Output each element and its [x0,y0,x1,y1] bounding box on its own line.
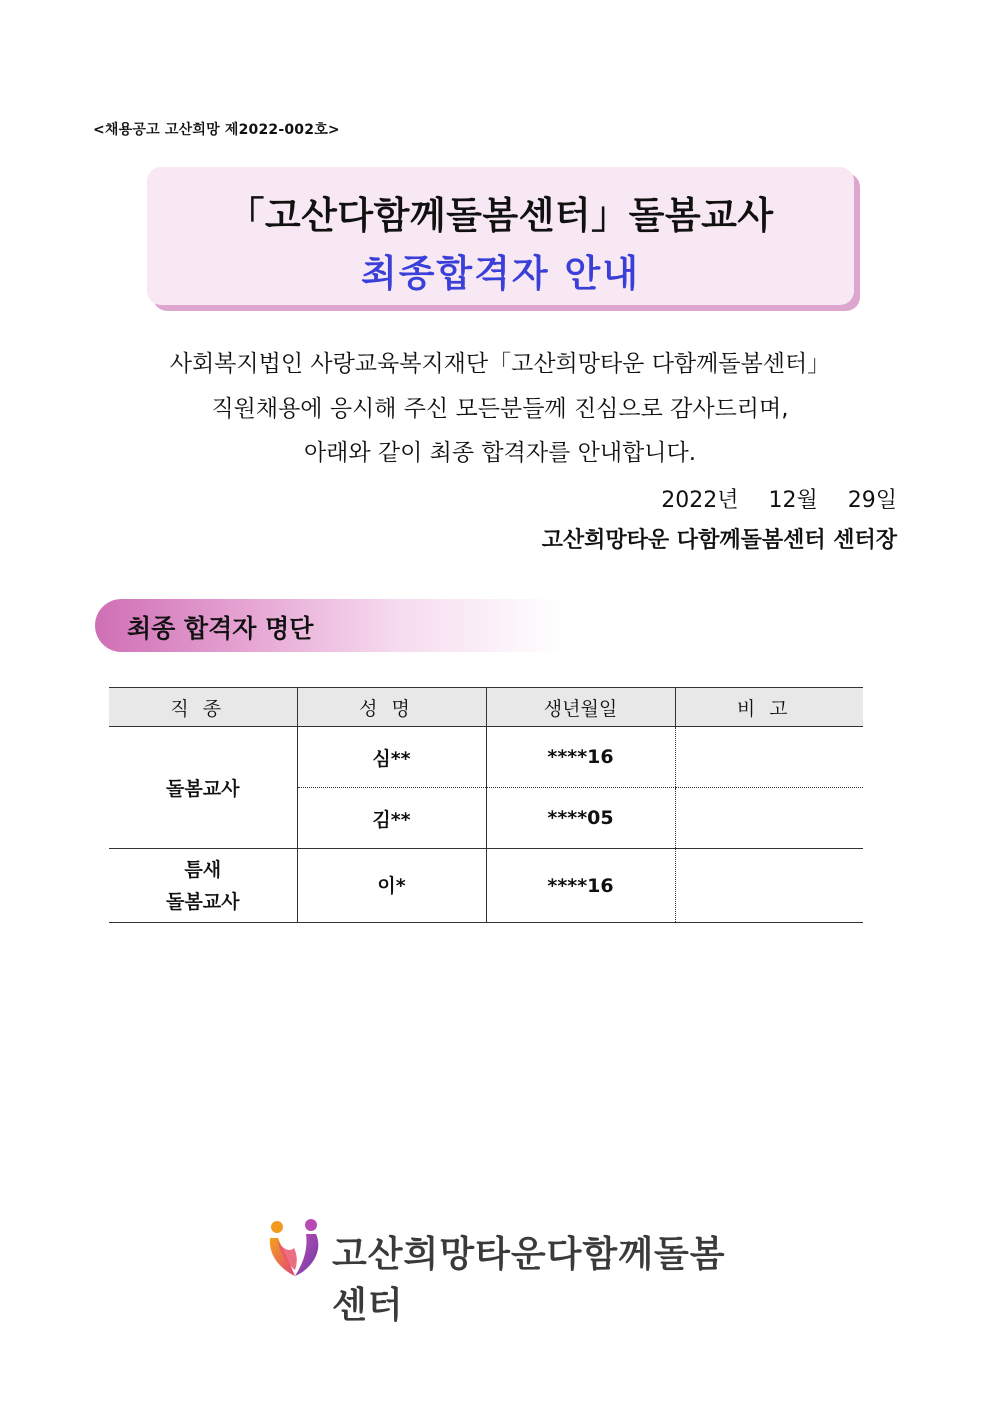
intro-line-3: 아래와 같이 최종 합격자를 안내합니다. [303,440,697,466]
title-box [147,167,854,305]
notice-number: <채용공고 고산희망 제2022-002호> [93,122,340,138]
name-cell: 이* [297,849,486,923]
table-row [109,849,863,923]
intro-line-1: 사회복지법인 사랑교육복지재단「고산희망타운 다함께돌봄센터」 [169,351,831,377]
header-job: 직종 [109,688,297,727]
section-header [95,599,565,652]
header-birth: 생년월일 [486,688,675,727]
section-title: 최종 합격자 명단 [127,614,314,643]
roster-table [109,687,863,923]
logo-text: 고산희망타운다함께돌봄센터 [332,1234,726,1326]
signer: 고산희망타운 다함께돌봄센터 센터장 [541,528,897,553]
intro-line-2: 직원채용에 응시해 주신 모든분들께 진심으로 감사드리며, [211,396,789,422]
header-note: 비고 [675,688,863,727]
job-line-1: 틈새 [184,858,222,881]
table-row [109,727,863,788]
page-subtitle: 최종합격자 안내 [360,252,641,295]
birth-cell: ****05 [486,788,675,849]
job-cell: 돌봄교사 [109,727,297,849]
note-cell [675,849,863,923]
center-logo [264,1218,734,1326]
table-header-row [109,688,863,727]
heart-people-icon [264,1218,326,1280]
name-cell: 심** [297,727,486,788]
notice-date: 2022년 12월 29일 [661,488,897,513]
page-title: 「고산다함께돌봄센터」돌봄교사 [227,194,774,237]
job-line-2: 돌봄교사 [166,890,240,913]
note-cell [675,727,863,788]
birth-cell: ****16 [486,849,675,923]
job-cell [109,849,297,923]
birth-cell: ****16 [486,727,675,788]
name-cell: 김** [297,788,486,849]
header-name: 성명 [297,688,486,727]
note-cell [675,788,863,849]
